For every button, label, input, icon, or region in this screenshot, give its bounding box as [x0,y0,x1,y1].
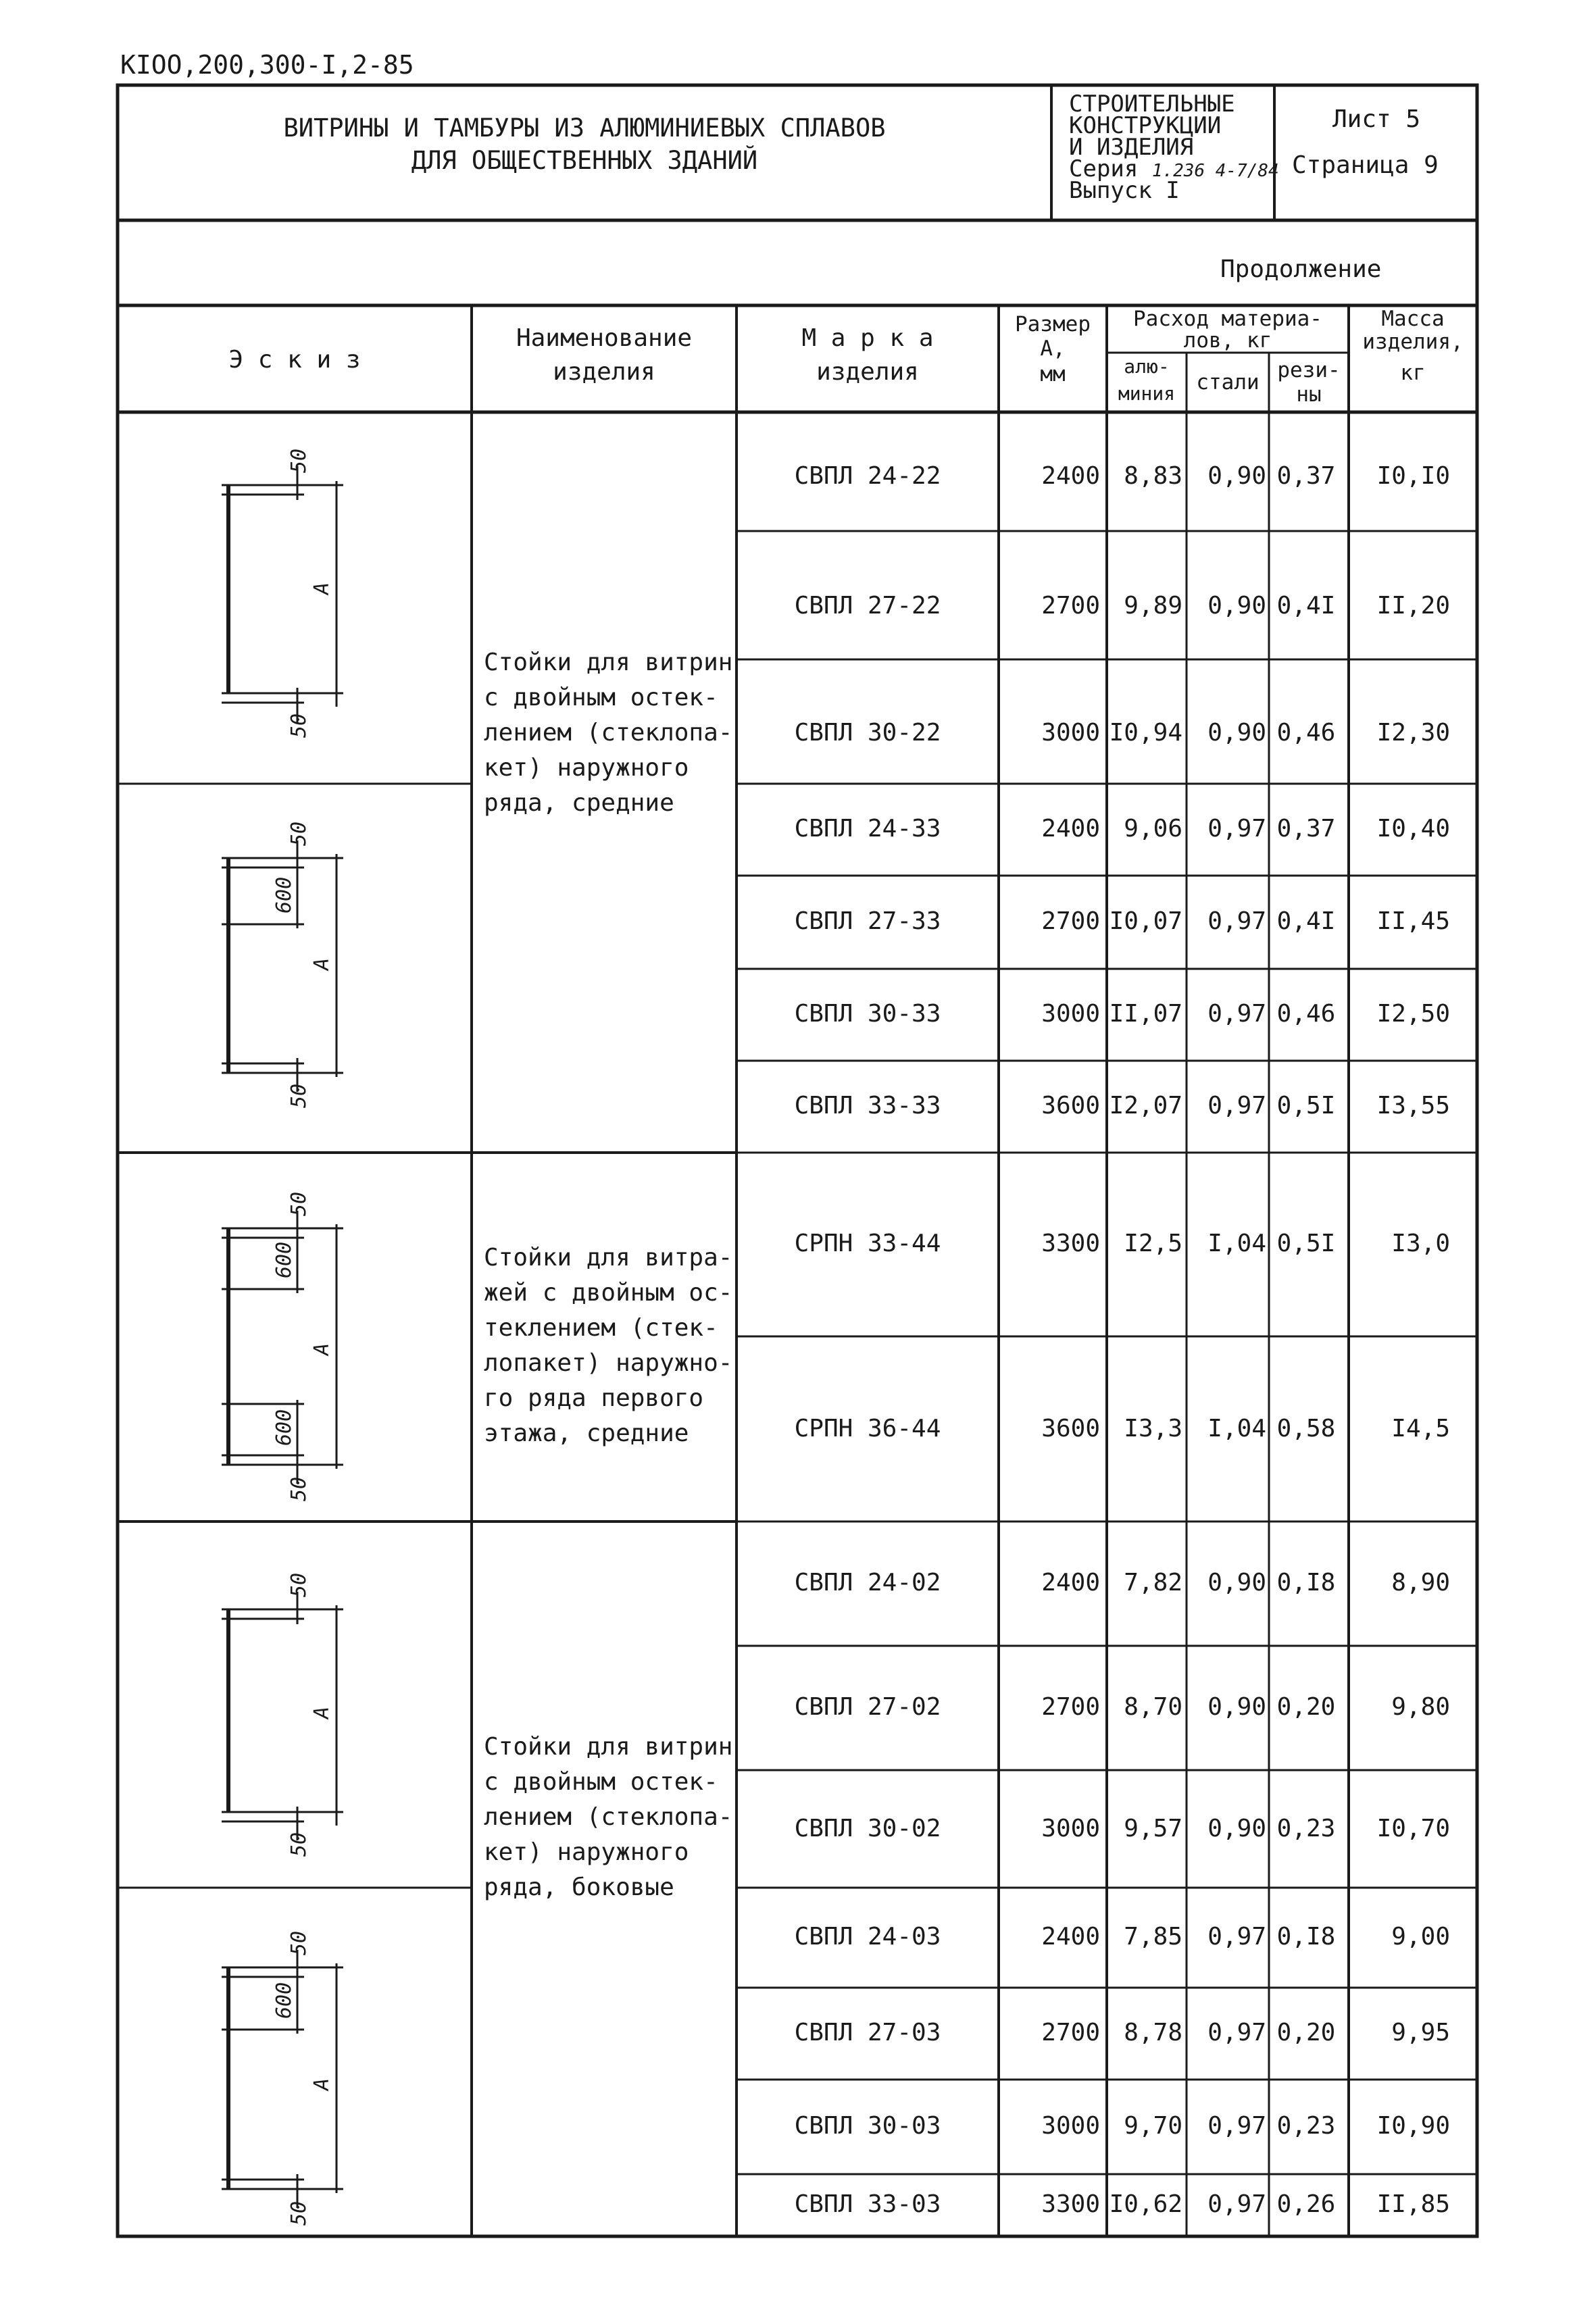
dim-mid: 600 [272,1241,296,1278]
row-steel: 0,90 [1207,719,1266,747]
row-rubber: 0,4I [1276,907,1336,935]
dim-span: A [310,1342,334,1355]
row-rubber: 0,23 [1276,1815,1336,1842]
row-rubber: 0,5I [1276,1230,1336,1257]
row-mark: СВПЛ 27-22 [794,592,941,620]
header-mass-1: Масса [1381,307,1445,331]
row-size: 2700 [1041,2019,1100,2046]
row-mark: СВПЛ 33-33 [794,1092,941,1120]
dim-span: A [310,582,334,595]
row-rubber: 0,37 [1276,462,1336,490]
dim-end-top: 50 [287,1191,311,1216]
header-rubber-2: ны [1296,382,1322,407]
row-rubber: 0,4I [1276,592,1336,620]
row-mass: 9,95 [1391,2019,1450,2046]
row-alum: 9,06 [1124,815,1182,842]
row-size: 3300 [1041,1230,1100,1257]
row-steel: 0,90 [1207,1815,1266,1842]
row-rubber: 0,20 [1276,2019,1336,2046]
row-alum: 8,78 [1124,2019,1182,2046]
row-steel: 0,90 [1207,462,1266,490]
row-steel: 0,97 [1207,1923,1266,1951]
name-line: теклением (стек- [484,1314,718,1342]
row-mark: СВПЛ 27-33 [794,907,941,935]
header-mark-2: изделия [816,358,919,386]
row-mass: I0,I0 [1376,462,1450,490]
row-mass: 9,00 [1391,1923,1450,1951]
sheet-label: Лист 5 [1332,105,1421,133]
name-line: го ряда первого [484,1384,704,1412]
row-size: 2400 [1041,1569,1100,1596]
row-size: 3000 [1041,1815,1100,1842]
row-rubber: 0,26 [1276,2190,1336,2218]
header-name-2: изделия [553,358,655,386]
row-mark: СВПЛ 24-02 [794,1569,941,1596]
row-rubber: 0,46 [1276,1000,1336,1028]
row-alum: II,07 [1109,1000,1182,1028]
doc-code: КIОО,200,300-I,2-85 [120,50,414,80]
title-line-1: ВИТРИНЫ И ТАМБУРЫ ИЗ АЛЮМИНИЕВЫХ СПЛАВОВ [283,114,886,143]
group-name-3 [484,1730,732,1905]
row-mass: I2,50 [1376,1000,1450,1028]
dim-end-bottom: 50 [287,1832,311,1857]
row-mass: I3,55 [1376,1092,1450,1120]
dim-span: A [310,957,334,970]
row-alum: I0,62 [1109,2190,1182,2218]
header-mark-1: М а р к а [801,324,934,352]
row-mass: I0,70 [1376,1815,1450,1842]
row-alum: I0,94 [1109,719,1182,747]
name-line: с двойным остек- [484,1768,718,1796]
row-alum: I2,07 [1109,1092,1182,1120]
dim-end-top: 50 [287,448,311,473]
row-size: 3000 [1041,719,1100,747]
series-value: 1.236 4-7/84 [1151,161,1279,181]
header-mass-3: кг [1400,361,1426,385]
row-mark: СВПЛ 27-03 [794,2019,941,2046]
name-line: ряда, средние [484,789,674,817]
row-steel: 0,97 [1207,2019,1266,2046]
row-alum: 8,83 [1124,462,1182,490]
name-line: ряда, боковые [484,1873,674,1901]
row-alum: 7,85 [1124,1923,1182,1951]
row-size: 2700 [1041,1693,1100,1721]
dim-mid: 600 [272,1982,296,2019]
header-sketch: Э с к и з [228,346,361,374]
header-alum-1: алю- [1124,355,1170,378]
dim-span: A [310,1706,334,1719]
dim-end-bottom: 50 [287,1083,311,1108]
row-rubber: 0,37 [1276,815,1336,842]
header-mass-2: изделия, [1362,330,1464,354]
row-mark: СВПЛ 24-03 [794,1923,941,1951]
dim-span: A [310,2078,334,2090]
header-material-2: лов, кг [1183,328,1272,353]
header-name-1: Наименование [516,324,693,352]
header-size-3: мм [1040,362,1066,386]
row-size: 2400 [1041,462,1100,490]
row-size: 3600 [1041,1092,1100,1120]
name-line: с двойным остек- [484,684,718,711]
row-alum: 9,89 [1124,592,1182,620]
name-line: Стойки для витра- [484,1244,733,1272]
row-alum: I2,5 [1124,1230,1182,1257]
dim-end-top: 50 [287,1572,311,1597]
row-steel: 0,90 [1207,1693,1266,1721]
row-mark: СВПЛ 24-22 [794,462,941,490]
row-rubber: 0,58 [1276,1415,1336,1442]
header-size-2: А, [1040,336,1066,361]
row-mass: I0,40 [1376,815,1450,842]
page-label: Страница 9 [1292,151,1439,179]
name-line: Стойки для витрин [484,649,733,676]
row-steel: I,04 [1207,1415,1266,1442]
row-alum: 8,70 [1124,1693,1182,1721]
group-name-2 [484,1240,732,1451]
row-rubber: 0,I8 [1276,1923,1336,1951]
row-size: 3600 [1041,1415,1100,1442]
row-mass: II,45 [1376,907,1450,935]
row-mass: II,20 [1376,592,1450,620]
series-line-2: КОНСТРУКЦИИ [1069,112,1222,139]
header-size-1: Размер [1015,312,1091,336]
name-line: кет) наружного [484,1838,689,1866]
name-line: Стойки для витрин [484,1733,733,1761]
row-mark: СРПН 36-44 [794,1415,941,1442]
row-size: 2400 [1041,815,1100,842]
row-rubber: 0,20 [1276,1693,1336,1721]
issue-label: Выпуск I [1069,177,1180,204]
name-line: жей с двойным ос- [484,1279,733,1307]
dim-end-bottom: 50 [287,1476,311,1501]
header-rubber-1: рези- [1277,358,1341,382]
row-mark: СВПЛ 30-03 [794,2112,941,2140]
row-mass: I3,0 [1391,1230,1450,1257]
dim-end-bottom: 50 [287,2200,311,2225]
row-mark: СВПЛ 27-02 [794,1693,941,1721]
header-alum-2: миния [1118,382,1176,405]
row-rubber: 0,I8 [1276,1569,1336,1596]
row-size: 3300 [1041,2190,1100,2218]
title-line-2: ДЛЯ ОБЩЕСТВЕННЫХ ЗДАНИЙ [411,146,758,175]
row-mass: I4,5 [1391,1415,1450,1442]
series-label-text: Серия [1069,155,1139,182]
group-name-1 [484,645,732,821]
row-alum: I0,07 [1109,907,1182,935]
row-mark: СВПЛ 24-33 [794,815,941,842]
row-steel: 0,97 [1207,815,1266,842]
name-line: лением (стеклопа- [484,1803,733,1831]
continuation-label: Продолжение [1220,255,1382,283]
row-mass: 9,80 [1391,1693,1450,1721]
series-line-3: И ИЗДЕЛИЯ [1069,134,1194,161]
row-rubber: 0,46 [1276,719,1336,747]
series-line-1: СТРОИТЕЛЬНЫЕ [1069,91,1235,118]
dim-end-top: 50 [287,1930,311,1955]
dim-end-top: 50 [287,821,311,846]
row-mass: I2,30 [1376,719,1450,747]
row-size: 2700 [1041,592,1100,620]
row-mark: СВПЛ 33-03 [794,2190,941,2218]
row-steel: 0,97 [1207,2112,1266,2140]
row-alum: 9,57 [1124,1815,1182,1842]
header-steel: стали [1196,370,1260,395]
dim-end-bottom: 50 [287,713,311,738]
row-mark: СРПН 33-44 [794,1230,941,1257]
row-size: 3000 [1041,2112,1100,2140]
row-size: 2700 [1041,907,1100,935]
row-steel: 0,97 [1207,1092,1266,1120]
name-line: лением (стеклопа- [484,719,733,747]
row-steel: I,04 [1207,1230,1266,1257]
name-line: кет) наружного [484,754,689,782]
name-line: этажа, средние [484,1419,689,1447]
row-alum: I3,3 [1124,1415,1182,1442]
row-steel: 0,97 [1207,1000,1266,1028]
row-size: 3000 [1041,1000,1100,1028]
row-steel: 0,90 [1207,592,1266,620]
row-steel: 0,97 [1207,2190,1266,2218]
dim-mid: 600 [272,1409,296,1446]
name-line: лопакет) наружно- [484,1349,733,1377]
dim-mid: 600 [272,876,296,913]
row-alum: 9,70 [1124,2112,1182,2140]
row-mass: II,85 [1376,2190,1450,2218]
row-mark: СВПЛ 30-22 [794,719,941,747]
row-mass: 8,90 [1391,1569,1450,1596]
row-mark: СВПЛ 30-02 [794,1815,941,1842]
row-size: 2400 [1041,1923,1100,1951]
row-mass: I0,90 [1376,2112,1450,2140]
row-rubber: 0,5I [1276,1092,1336,1120]
row-steel: 0,97 [1207,907,1266,935]
header-material-1: Расход материа- [1133,307,1322,331]
row-mark: СВПЛ 30-33 [794,1000,941,1028]
row-steel: 0,90 [1207,1569,1266,1596]
row-rubber: 0,23 [1276,2112,1336,2140]
row-alum: 7,82 [1124,1569,1182,1596]
